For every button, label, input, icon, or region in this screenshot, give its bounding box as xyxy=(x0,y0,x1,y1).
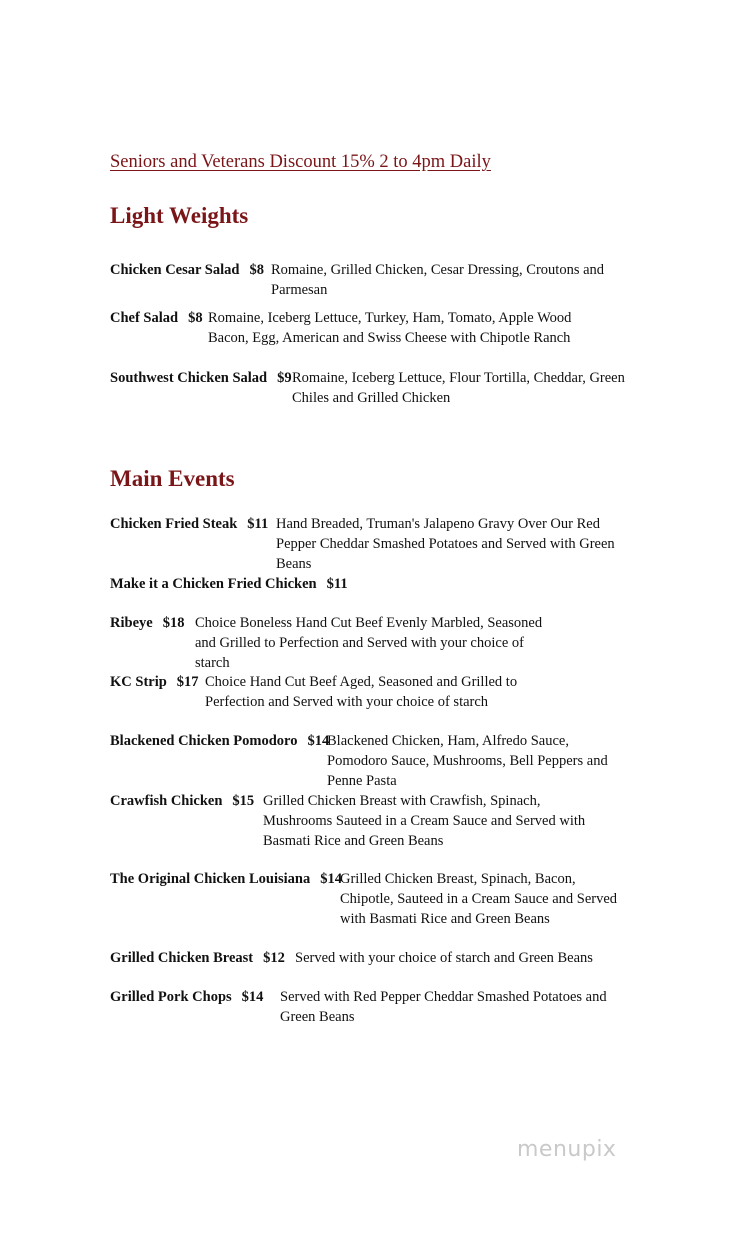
menu-item-ribeye xyxy=(110,613,710,673)
item-price: $11 xyxy=(326,576,348,592)
item-price: $15 xyxy=(232,793,255,809)
item-description: Romaine, Grilled Chicken, Cesar Dressing, Croutons and Parmesan xyxy=(271,262,605,298)
section-title-main-events: Main Events xyxy=(110,466,235,491)
item-price: $12 xyxy=(263,950,285,966)
menu-item-chicken-fried-chicken xyxy=(110,574,710,594)
item-description: Romaine, Iceberg Lettuce, Flour Tortilla, Cheddar, Green Chiles and Grilled Chicken xyxy=(292,370,625,406)
item-heading xyxy=(110,672,205,692)
menupix-watermark: menupix xyxy=(517,1137,617,1162)
item-description: Blackened Chicken, Ham, Alfredo Sauce, Pomodoro Sauce, Mushrooms, Bell Peppers and Penne Pasta xyxy=(327,733,608,789)
item-heading xyxy=(110,260,271,280)
item-description: Hand Breaded, Truman's Jalapeno Gravy Over Our Red Pepper Cheddar Smashed Potatoes and Served with Green Beans xyxy=(276,516,615,572)
menu-item-blackened-chicken-pomodoro xyxy=(110,731,710,791)
item-price: $14 xyxy=(241,989,264,1005)
item-heading xyxy=(110,613,195,633)
item-heading xyxy=(110,791,263,811)
menu-item-chef-salad xyxy=(110,308,710,348)
item-price: $8 xyxy=(249,262,264,278)
menu-item-kc-strip xyxy=(110,672,710,712)
menu-item-chicken-cesar-salad xyxy=(110,260,710,300)
item-heading xyxy=(110,731,330,751)
item-name: Chicken Cesar Salad xyxy=(110,262,240,278)
item-name: Grilled Chicken Breast xyxy=(110,950,254,966)
item-heading xyxy=(110,869,340,889)
item-description: Served with Red Pepper Cheddar Smashed Potatoes and Green Beans xyxy=(280,989,607,1025)
item-description: Romaine, Iceberg Lettuce, Turkey, Ham, Tomato, Apple Wood Bacon, Egg, American and Swiss Cheese with Chipotle Ranch xyxy=(208,310,572,346)
item-name: Southwest Chicken Salad xyxy=(110,370,268,386)
section-title-light-weights: Light Weights xyxy=(110,203,249,228)
item-price: $14 xyxy=(307,733,330,749)
menu-item-southwest-chicken-salad xyxy=(110,368,710,408)
item-price: $18 xyxy=(162,615,185,631)
item-price: $9 xyxy=(277,370,292,386)
item-name: Make it a Chicken Fried Chicken xyxy=(110,576,317,592)
item-description: Grilled Chicken Breast, Spinach, Bacon, Chipotle, Sauteed in a Cream Sauce and Served with Basmati Rice and Green Beans xyxy=(340,871,618,927)
item-price: $14 xyxy=(320,871,342,887)
discount-banner: Seniors and Veterans Discount 15% 2 to 4pm Daily xyxy=(110,152,491,172)
item-heading xyxy=(110,368,292,388)
item-heading xyxy=(110,308,208,328)
menu-item-chicken-fried-steak xyxy=(110,514,710,574)
item-heading xyxy=(110,948,295,968)
item-name: Grilled Pork Chops xyxy=(110,989,232,1005)
menu-item-crawfish-chicken xyxy=(110,791,710,851)
item-name: Blackened Chicken Pomodoro xyxy=(110,733,298,749)
item-price: $11 xyxy=(247,516,269,532)
item-description: Served with your choice of starch and Green Beans xyxy=(295,950,593,966)
item-heading xyxy=(110,514,276,534)
item-price: $17 xyxy=(176,674,199,690)
item-name: Chef Salad xyxy=(110,310,179,326)
item-name: Ribeye xyxy=(110,615,153,631)
item-heading xyxy=(110,987,280,1007)
item-description: Grilled Chicken Breast with Crawfish, Spinach, Mushrooms Sauteed in a Cream Sauce and Served with Basmati Rice and Green Beans xyxy=(263,793,586,849)
item-price: $8 xyxy=(188,310,203,326)
item-heading xyxy=(110,574,348,594)
item-name: KC Strip xyxy=(110,674,167,690)
item-name: Crawfish Chicken xyxy=(110,793,223,809)
menu-item-grilled-pork-chops xyxy=(110,987,710,1027)
item-name: The Original Chicken Louisiana xyxy=(110,871,311,887)
menu-item-chicken-louisiana xyxy=(110,869,710,929)
item-name: Chicken Fried Steak xyxy=(110,516,238,532)
menu-item-grilled-chicken-breast xyxy=(110,948,710,968)
item-description: Choice Hand Cut Beef Aged, Seasoned and Grilled to Perfection and Served with your choice of starch xyxy=(205,674,518,710)
item-description: Choice Boneless Hand Cut Beef Evenly Marbled, Seasoned and Grilled to Perfection and Served with your choice of starch xyxy=(195,615,543,671)
